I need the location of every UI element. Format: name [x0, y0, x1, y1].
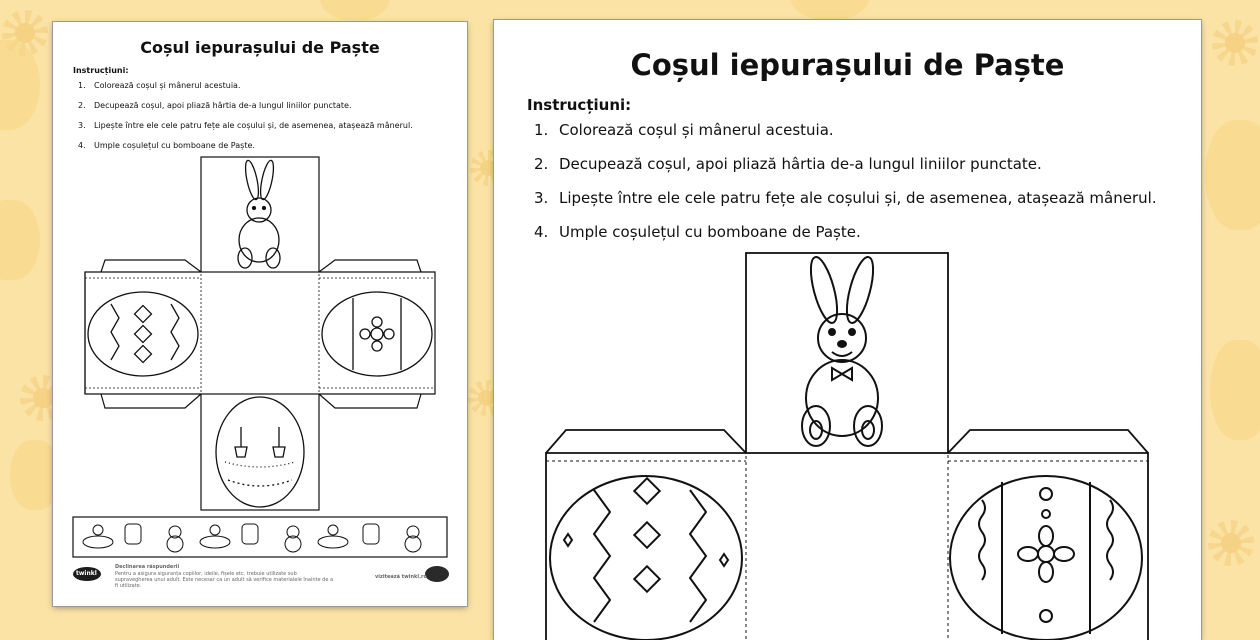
worksheet-thumbnail: [53, 22, 467, 606]
background-flower: [1212, 20, 1258, 66]
footer-site: vizitează twinkl.ro: [375, 574, 427, 580]
worksheet-title: Coșul iepurașului de Paște: [140, 38, 380, 57]
background-egg: [320, 0, 390, 20]
bunny-illustration: [238, 159, 280, 268]
background-egg: [790, 0, 870, 20]
footer-heading: Declinarea răspunderii: [115, 564, 180, 570]
instruction-item: 2. Decupează coșul, apoi pliază hârtia de-a lungul liniilor punctate.: [534, 155, 1042, 173]
basket-handle-strip: [73, 517, 447, 557]
zigzag-egg-illustration: [88, 292, 198, 376]
instruction-item: 1. Colorează coșul și mânerul acestuia.: [534, 121, 834, 139]
background-flower: [2, 10, 48, 56]
instruction-item: 3. Lipește între ele cele patru fețe ale coșului și, de asemenea, atașează mânerul.: [78, 121, 413, 130]
instruction-item: 4. Umple coșulețul cu bomboane de Paște.: [534, 223, 861, 241]
basket-template: [494, 20, 1201, 640]
instruction-item: 3. Lipește între ele cele patru fețe ale coșului și, de asemenea, atașează mânerul.: [534, 189, 1157, 207]
flower-egg-illustration: [322, 292, 432, 376]
broom-egg-illustration: [216, 397, 304, 507]
instruction-item: 2. Decupează coșul, apoi pliază hârtia de-a lungul liniilor punctate.: [78, 101, 352, 110]
footer-disclaimer: Pentru a asigura siguranța copiilor, ideile, fișele etc. trebuie utilizate sub supravegherea unui adult. Este necesar ca un adult să verifice materialele înainte de a fi utilizate.: [115, 571, 334, 589]
instructions-label: Instrucțiuni:: [73, 66, 129, 75]
instruction-item: 4. Umple coșulețul cu bomboane de Paște.: [78, 141, 255, 150]
instruction-item: 1. Colorează coșul și mânerul acestuia.: [78, 81, 241, 90]
bunny-illustration: [802, 255, 882, 446]
background-egg: [0, 200, 40, 280]
basket-template: [53, 22, 467, 606]
background-egg: [1205, 120, 1260, 230]
instructions-label: Instrucțiuni:: [527, 96, 632, 114]
background-flower: [1208, 520, 1254, 566]
zigzag-egg-illustration: [550, 476, 742, 640]
twinkl-logo-right: [425, 566, 449, 582]
handle-decoration: [83, 524, 421, 552]
worksheet-title: Coșul iepurașului de Paște: [630, 48, 1065, 82]
worksheet-zoomed: [494, 20, 1201, 640]
flower-egg-illustration: [950, 476, 1142, 640]
background-egg: [1210, 340, 1260, 440]
footer-brand: twinkl: [76, 570, 97, 577]
